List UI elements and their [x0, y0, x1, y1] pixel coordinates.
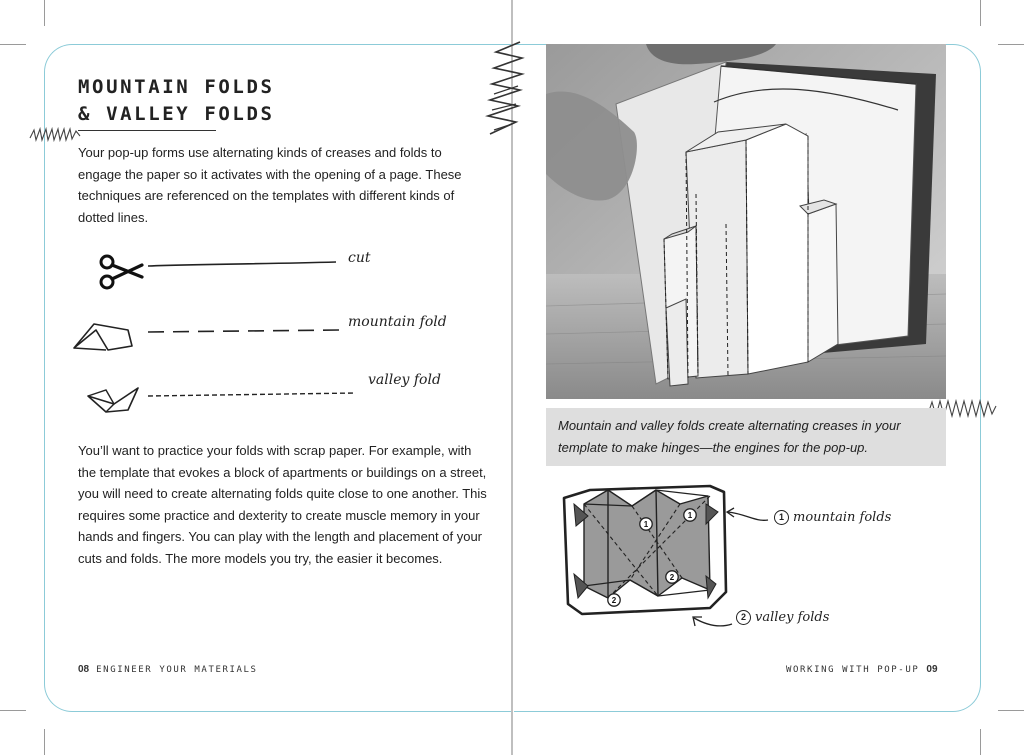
- mountain-fold-icon: [72, 318, 134, 352]
- valley-folds-callout: [736, 610, 829, 625]
- photo-caption: Mountain and valley folds create alternating creases in your template to make hinges—the engines for the pop-up.: [558, 418, 901, 455]
- right-section-title: WORKING WITH POP-UP: [786, 665, 920, 675]
- zigzag-decoration-icon: [480, 36, 526, 136]
- mountain-folds-label: mountain folds: [793, 510, 892, 525]
- valley-fold-icon: [86, 384, 142, 414]
- crop-mark: [998, 44, 1024, 45]
- diagram-badge-1-text: 1: [687, 511, 693, 520]
- title-underline: [78, 130, 216, 131]
- intro-paragraph: Your pop-up forms use alternating kinds of creases and folds to engage the paper so it activates with the opening of a page. These techniques are referenced on the templates with different kinds of dotted lines.: [78, 145, 462, 225]
- crop-mark: [0, 710, 26, 711]
- crop-mark: [0, 44, 26, 45]
- callout-number-1: 1: [774, 510, 789, 525]
- page-title: [78, 74, 275, 128]
- left-page-footer: [78, 664, 258, 675]
- mountain-folds-callout: [774, 510, 891, 525]
- mountain-fold-label: mountain fold: [348, 314, 447, 330]
- cut-label: cut: [348, 250, 371, 266]
- right-page-footer: [786, 664, 938, 675]
- title-line-1: MOUNTAIN FOLDS: [78, 76, 275, 98]
- crop-mark: [44, 729, 45, 755]
- callout-number-2: 2: [736, 610, 751, 625]
- practice-paragraph: You’ll want to practice your folds with scrap paper. For example, with the template that evokes a block of apartments or buildings on a street, you will need to create alternating folds quite close to one another. This requires some practice and dexterity to create muscle memory in your hands and fingers. You can play with the length and placement of your cuts and folds. The more models you try, the easier it becomes.: [78, 443, 487, 566]
- pop-up-book-photo: [546, 44, 946, 399]
- diagram-badge-2-text: 2: [611, 596, 617, 605]
- zigzag-decoration-icon: [28, 126, 82, 144]
- cut-line: [146, 258, 338, 270]
- diagram-badge-1-text: 1: [643, 520, 649, 529]
- left-page-number: 08: [78, 664, 90, 675]
- valley-callout-arrow-icon: [690, 612, 734, 632]
- scissors-icon: [98, 253, 146, 291]
- crop-mark: [998, 710, 1024, 711]
- left-section-title: ENGINEER YOUR MATERIALS: [96, 665, 258, 675]
- valley-fold-label: valley fold: [368, 372, 441, 388]
- diagram-badge-2-text: 2: [669, 573, 675, 582]
- mountain-callout-arrow-icon: [724, 506, 770, 526]
- crop-mark: [44, 0, 45, 26]
- valley-fold-line: [146, 388, 358, 400]
- photo-caption-box: [546, 408, 946, 466]
- fold-diagram: [560, 482, 730, 616]
- title-line-2: & VALLEY FOLDS: [78, 103, 275, 125]
- crop-mark: [980, 729, 981, 755]
- mountain-fold-line: [146, 324, 342, 336]
- crop-mark: [980, 0, 981, 26]
- valley-folds-label: valley folds: [755, 610, 830, 625]
- right-page-number: 09: [926, 664, 938, 675]
